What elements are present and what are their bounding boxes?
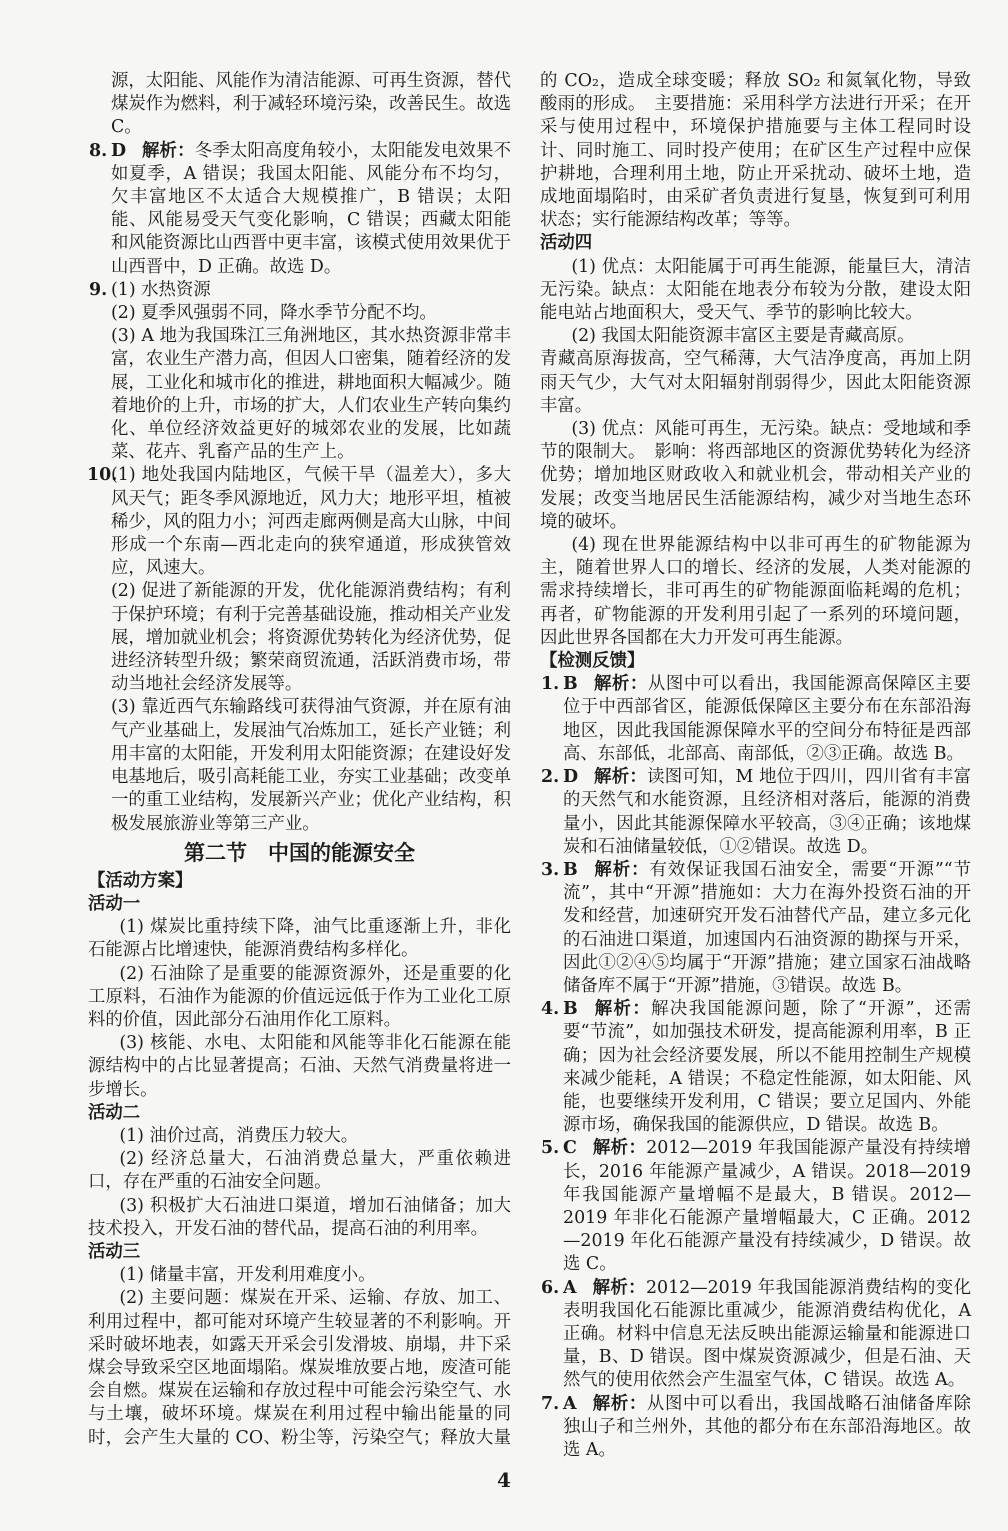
question-number: 2. xyxy=(541,767,560,788)
answer-paragraph xyxy=(563,1393,971,1463)
analysis-text: 源，太阳能、风能作为清洁能源、可再生资源，替代煤炭作为燃料，利于减轻环境污染，改善民生。故选 C。 xyxy=(111,71,511,138)
answer-part-1: (1) 地处我国内陆地区，气候干旱（温差大），多大风天气；距冬季风源地近，风力大；地形平坦，植被稀少，风的阻力小；河西走廊两侧是高大山脉，中间形成一个东南—西北走向的狭窄通道，形成狭管效应，风速大。 xyxy=(111,465,511,579)
answer-part-2: (2) 夏季风强弱不同，降水季节分配不均。 xyxy=(111,303,437,324)
activity-2-part-2: (2) 经济总量大，石油消费总量大，严重依赖进口，存在严重的石油安全问题。 xyxy=(88,1149,511,1193)
answer-letter: B xyxy=(563,999,578,1020)
feedback-question-1 xyxy=(540,673,971,766)
activity-4-part-4: (4) 现在世界能源结构中以非可再生的矿物能源为主，随着世界人口的增长、经济的发展，人类对能源的需求持续增长，非可再生的矿物能源面临耗竭的危机；再者，矿物能源的开发利用引起了一系列的环境问题，因此世界各国都在大力开发可再生能源。 xyxy=(540,535,971,648)
feedback-question-7 xyxy=(540,1393,971,1463)
answer-paragraph xyxy=(563,998,971,1137)
activity-3-part-2: (2) 主要问题：煤炭在开采、运输、存放、加工、利用过程中，都可能对环境产生较显著的不利影响。开采时破坏地表，如露天开采会引发滑坡、崩塌，井下采煤会导致采空区地面塌陷。煤炭堆放要占地，废渣可能会自燃。煤炭在运输和存放过程中可能会污染空气、水与土壤，破坏环境。煤炭在利用过程中输出能量的同时，会产生大量的 CO、粉尘等，污染空气；释放大量 xyxy=(88,1288,511,1448)
section-title: 第二节 中国的能源安全 xyxy=(184,839,415,865)
analysis-text: 从图中可以看出，我国能源高保障区主要位于中西部省区，能源低保障区主要分布在东部沿海地区，因此我国能源保障水平的空间分布特征是西部高、东部低，北部高、南部低，②③正确。故选 B。 xyxy=(563,674,971,764)
answer-letter: A xyxy=(563,1277,577,1298)
answer-paragraph xyxy=(563,859,971,998)
analysis-label: 解析： xyxy=(592,1277,646,1298)
answer-part-1: (1) 水热资源 xyxy=(111,279,211,300)
activity-1-title: 活动一 xyxy=(88,893,141,914)
question-9 xyxy=(88,279,511,465)
question-number: 6. xyxy=(541,1277,560,1298)
answer-paragraph xyxy=(563,1137,971,1276)
analysis-text: 2012—2019 年我国能源产量没有持续增长，2016 年能源产量减少，A 错误。2018—2019 年我国能源产量增幅不是最大，B 错误。2012—2019 年非化石能源产量增幅最大，C 正确。2012—2019 年化石能源产量没有持续减少，D 错误。故选 C。 xyxy=(563,1138,971,1275)
analysis-label: 解析： xyxy=(592,1138,647,1159)
analysis-text: 从图中可以看出，我国战略石油储备库除独山子和兰州外，其他的都分布在东部沿海地区。故选 A。 xyxy=(563,1393,971,1460)
activity-3-part-1: (1) 储量丰富，开发利用难度小。 xyxy=(119,1265,376,1286)
question-number: 4. xyxy=(541,999,560,1020)
answer-paragraph xyxy=(563,766,971,859)
question-number: 3. xyxy=(541,859,560,880)
activity-2-part-3: (3) 积极扩大石油进口渠道，增加石油储备；加大技术投入，开发石油的替代品，提高石油的利用率。 xyxy=(88,1195,511,1239)
activity-2-title: 活动二 xyxy=(88,1102,141,1123)
answer-part-3: (3) A 地为我国珠江三角洲地区，其水热资源非常丰富，农业生产潜力高，但因人口密集，随着经济的发展，工业化和城市化的推进，耕地面积大幅减少。随着地价的上升，市场的扩大，人们农业生产转向集约化、单位经济效益更好的城郊农业的发展，比如蔬菜、花卉、乳畜产品的生产上。 xyxy=(111,326,511,463)
analysis-text: 冬季太阳高度角较小，太阳能发电效果不如夏季，A 错误；我国太阳能、风能分布不均匀，欠丰富地区不太适合大规模推广，B 错误；太阳能、风能易受天气变化影响，C 错误；西藏太阳能和风能资源比山西晋中更丰富，该模式使用效果优于山西晋中，D 正确。故选 D。 xyxy=(111,140,511,277)
analysis-label: 解析： xyxy=(592,1393,647,1414)
question-number: 8. xyxy=(89,140,108,161)
activity-1-part-3: (3) 核能、水电、太阳能和风能等非化石能源在能源结构中的占比显著提高；石油、天然气消费量将进一步增长。 xyxy=(88,1033,511,1100)
activity-3-part-2-continued: 的 CO₂，造成全球变暖；释放 SO₂ 和氮氧化物，导致酸雨的形成。 主要措施：采用科学方法进行开采；在开采与使用过程中，环境保护措施要与主体工程同时设计、同时施工、同时投产使用；在矿区生产过程中应保护耕地，合理利用土地，防止开采扰动、破坏土地，造成地面塌陷时，由采矿者负责进行复垦，恢复到可利用状态；实行能源结构改革；等等。 xyxy=(540,71,971,231)
activity-3-title: 活动三 xyxy=(88,1241,141,1262)
activity-2-part-1: (1) 油价过高，消费压力较大。 xyxy=(119,1125,359,1146)
question-number: 7. xyxy=(541,1393,560,1414)
question-number: 1. xyxy=(541,674,560,695)
activity-4-part-2: (2) 我国太阳能资源丰富区主要是青藏高原。 xyxy=(571,326,915,347)
feedback-question-4 xyxy=(540,998,971,1137)
activity-4-part-1: (1) 优点：太阳能属于可再生能源，能量巨大，清洁无污染。缺点：太阳能在地表分布较为分散，建设太阳能电站占地面积大，受天气、季节的影响比较大。 xyxy=(540,256,971,324)
feedback-question-5 xyxy=(540,1137,971,1276)
answer-letter: D xyxy=(563,767,579,788)
answer-letter: D xyxy=(111,140,127,161)
analysis-text: 解决我国能源问题，除了“开源”，还需要“节流”，如加强技术研发，提高能源利用率，B 正确；因为社会经济要发展，所以不能用控制生产规模来减少能耗，A 错误；不稳定性能源，如太阳能、风能，也要继续开发利用，C 错误；要立足国内、外能源市场，确保我国的能源供应，D 错误。故选 B。 xyxy=(563,999,971,1136)
question-8 xyxy=(88,140,511,279)
feedback-question-2 xyxy=(540,766,971,859)
activity-4-part-2-continued: 青藏高原海拔高，空气稀薄，大气洁净度高，再加上阴雨天气少，大气对太阳辐射削弱得少，因此太阳能资源丰富。 xyxy=(540,349,971,416)
activity-1-part-2: (2) 石油除了是重要的能源资源外，还是重要的化工原料，石油作为能源的价值远远低于作为工业化工原料的价值，因此部分石油用作化工原料。 xyxy=(88,963,511,1030)
analysis-label: 解析： xyxy=(593,859,650,880)
right-column xyxy=(540,70,971,1462)
answer-paragraph xyxy=(563,1277,971,1393)
feedback-question-6 xyxy=(540,1277,971,1393)
question-number: 10. xyxy=(87,465,118,486)
answer-part-3: (3) 靠近西气东输路线可获得油气资源，并在原有油气产业基础上，发展油气冶炼加工，延长产业链；利用丰富的太阳能，开发利用太阳能资源；在建设好发电基地后，吸引高耗能工业，夯实工业基础；改变单一的重工业结构，发展新兴产业；优化产业结构，积极发展旅游业等第三产业。 xyxy=(111,697,511,834)
activity-4-part-3: (3) 优点：风能可再生，无污染。缺点：受地域和季节的限制大。 影响：将西部地区的资源优势转化为经济优势；增加地区财政收入和就业机会，带动相关产业的发展；改变当地居民生活能源结构，减少对当地生态环境的破坏。 xyxy=(540,419,971,532)
answer-letter: A xyxy=(563,1393,577,1414)
activity-1-part-1: (1) 煤炭比重持续下降，油气比重逐渐上升，非化石能源占比增速快，能源消费结构多样化。 xyxy=(88,917,511,961)
analysis-label: 解析： xyxy=(593,999,652,1020)
analysis-text: 读图可知，M 地位于四川，四川省有丰富的天然气和水能资源，且经济相对落后，能源的消费量小，因此其能源保障水平较高，③④正确；该地煤炭和石油储量较低，①②错误。故选 D。 xyxy=(563,767,971,857)
analysis-text: 有效保证我国石油安全，需要“开源”“节流”，其中“开源”措施如：大力在海外投资石油的开发和经营，加速研究开发石油替代产品，建立多元化的石油进口渠道，加速国内石油资源的勘探与开采，因此①②④⑤均属于“开源”措施；建立国家石油战略储备库不属于“开源”措施，③错误。故选 B。 xyxy=(563,859,971,996)
feedback-question-3 xyxy=(540,859,971,998)
analysis-label: 解析： xyxy=(593,767,648,788)
answer-part-2: (2) 促进了新能源的开发，优化能源消费结构；有利于保护环境；有利于完善基础设施，推动相关产业发展，增加就业机会；将资源优势转化为经济优势，促进经济转型升级；繁荣商贸流通，活跃消费市场，带动当地社会经济发展等。 xyxy=(111,581,511,695)
analysis-label: 解析： xyxy=(141,140,195,161)
page-number: 4 xyxy=(497,1468,511,1492)
analysis-label: 解析： xyxy=(593,674,648,695)
answer-letter: B xyxy=(563,674,578,695)
activity-plan-header: 【活动方案】 xyxy=(88,870,193,891)
activity-4-title: 活动四 xyxy=(540,233,593,254)
analysis-text: 2012—2019 年我国能源消费结构的变化表明我国化石能源比重减少，能源消费结构优化，A 正确。材料中信息无法反映出能源运输量和能源进口量，B、D 错误。图中煤炭资源减少，但是石油、天然气的使用依然会产生温室气体，C 错误。故选 A。 xyxy=(563,1277,971,1391)
question-7-continued xyxy=(88,70,511,140)
answer-letter: C xyxy=(563,1138,577,1159)
question-10 xyxy=(88,464,511,835)
answer-paragraph xyxy=(111,140,511,279)
question-number: 5. xyxy=(541,1138,560,1159)
left-column xyxy=(88,70,511,1450)
feedback-header: 【检测反馈】 xyxy=(540,651,645,672)
question-number: 9. xyxy=(89,279,108,300)
answer-paragraph xyxy=(563,673,971,766)
answer-letter: B xyxy=(563,859,578,880)
